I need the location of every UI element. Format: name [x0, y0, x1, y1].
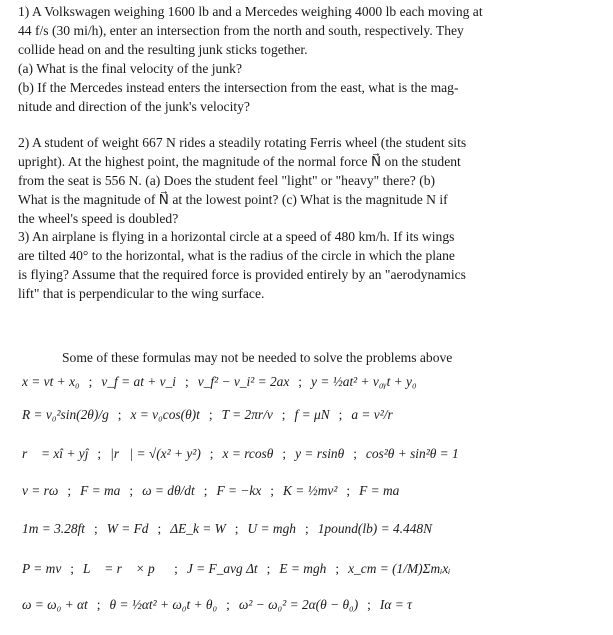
formula-row-6: [22, 561, 607, 583]
formula-separator: ;: [117, 407, 122, 422]
formula-separator: ;: [226, 597, 230, 612]
problem-line: from the seat is 556 N. (a) Does the student feel "light" or "heavy" there? (b): [18, 173, 436, 188]
formula-separator: ;: [208, 407, 213, 422]
formula-row-1: [22, 374, 607, 396]
formula-separator: ;: [70, 561, 75, 576]
formula-separator: ;: [298, 374, 303, 389]
formula: ΔE_k = W: [170, 521, 226, 536]
formula: F = −kx: [216, 483, 262, 498]
formula-separator: ;: [129, 483, 134, 498]
problem-line: nitude and direction of the junk's velocity?: [18, 99, 250, 114]
formula: y = ½at² + v₀ᵧt + y₀: [311, 374, 417, 389]
formula: v_f = at + v_i: [101, 374, 177, 389]
formula: cos²θ + sin²θ = 1: [365, 446, 459, 461]
formula: 1pound(lb) = 4.448N: [317, 521, 433, 536]
problem-line: 44 f/s (30 mi/h), enter an intersection from the north and south, respectively. They: [18, 23, 464, 38]
formula-row-2: [22, 407, 607, 429]
formula-separator: ;: [353, 446, 357, 461]
problem-line: (a) What is the final velocity of the junk?: [18, 61, 242, 76]
formula: T = 2πr/v: [221, 407, 273, 422]
formula: a = v²/r: [351, 407, 393, 422]
formula: θ = ½αt² + ω₀t + θ₀: [109, 597, 218, 612]
formula-row-5: [22, 521, 607, 543]
formula: F = ma: [80, 483, 121, 498]
formula: x = v₀cos(θ)t: [130, 407, 200, 422]
formula-separator: ;: [88, 374, 93, 389]
formula: x = rcosθ: [222, 446, 274, 461]
formula-separator: ;: [338, 407, 343, 422]
formula-row-7: [22, 597, 607, 619]
formula: x = vt + x₀: [22, 374, 80, 389]
formula-separator: ;: [157, 521, 162, 536]
formula-row-4: [22, 483, 607, 505]
formula: K = ½mv²: [283, 483, 338, 498]
problem-line: the wheel's speed is doubled?: [18, 211, 179, 226]
problem-line: upright). At the highest point, the magnitude of the normal force N⃗ on the student: [18, 154, 461, 169]
problem-line: are tilted 40° to the horizontal, what is the radius of the circle in which the plane: [18, 248, 455, 263]
formula-separator: ;: [346, 483, 351, 498]
formula-row-3: [22, 446, 607, 468]
formula: f = μN: [294, 407, 330, 422]
formula-separator: ;: [367, 597, 371, 612]
formula: x_cm = (1/M)Σmᵢxᵢ: [348, 561, 451, 576]
formula-separator: ;: [266, 561, 271, 576]
formula: y = rsinθ: [295, 446, 345, 461]
formula: ω² − ω₀² = 2α(θ − θ₀): [238, 597, 359, 612]
formula-separator: ;: [96, 597, 101, 612]
formula-separator: ;: [97, 446, 102, 461]
formula-separator: ;: [93, 521, 98, 536]
formula: v_f² − v_i² = 2ax: [197, 374, 290, 389]
formula: |r⃗| = √(x² + y²): [110, 446, 201, 461]
formula: ω = ω₀ + αt: [22, 597, 88, 612]
formula-separator: ;: [281, 407, 286, 422]
formula: 1m = 3.28ft: [22, 521, 85, 536]
formulas-intro: Some of these formulas may not be needed to solve the problems above: [62, 350, 453, 365]
formula: r⃗ = xî + yĵ: [22, 446, 89, 461]
formula: R = v₀²sin(2θ)/g: [22, 407, 109, 422]
formula: U = mgh: [247, 521, 296, 536]
formula: ω = dθ/dt: [142, 483, 195, 498]
problem-2: [18, 133, 603, 228]
formula-separator: ;: [185, 374, 189, 389]
problem-line: (b) If the Mercedes instead enters the intersection from the east, what is the mag-: [18, 80, 459, 95]
formula-separator: ;: [67, 483, 72, 498]
formula-separator: ;: [282, 446, 287, 461]
problem-line: 3) An airplane is flying in a horizontal circle at a speed of 480 km/h. If its wings: [18, 229, 455, 244]
problem-line: is flying? Assume that the required force is provided entirely by an "aerodynamics: [18, 267, 466, 282]
formula: J = F_avg Δt: [186, 561, 258, 576]
formula: E = mgh: [279, 561, 327, 576]
formula-separator: ;: [305, 521, 309, 536]
problem-3: [18, 227, 603, 303]
formula: F = ma: [359, 483, 400, 498]
formula-separator: ;: [335, 561, 340, 576]
problem-line: lift" that is perpendicular to the wing surface.: [18, 286, 265, 301]
formula: P = mv: [22, 561, 62, 576]
formula: L⃗ = r⃗ × p⃗: [83, 561, 166, 576]
formula-separator: ;: [234, 521, 239, 536]
problem-line: 2) A student of weight 667 N rides a steadily rotating Ferris wheel (the student sits: [18, 135, 467, 150]
formula: W = Fd: [106, 521, 149, 536]
formula-separator: ;: [209, 446, 214, 461]
formula-separator: ;: [174, 561, 178, 576]
problem-1: [18, 2, 603, 116]
formula: v = rω: [22, 483, 59, 498]
problem-line: collide head on and the resulting junk sticks together.: [18, 42, 308, 57]
problem-line: 1) A Volkswagen weighing 1600 lb and a Mercedes weighing 4000 lb each moving at: [18, 4, 483, 19]
formula-separator: ;: [203, 483, 208, 498]
formula: Iα = τ: [379, 597, 412, 612]
formula-separator: ;: [270, 483, 275, 498]
problem-line: What is the magnitude of N⃗ at the lowest point? (c) What is the magnitude N if: [18, 192, 448, 207]
